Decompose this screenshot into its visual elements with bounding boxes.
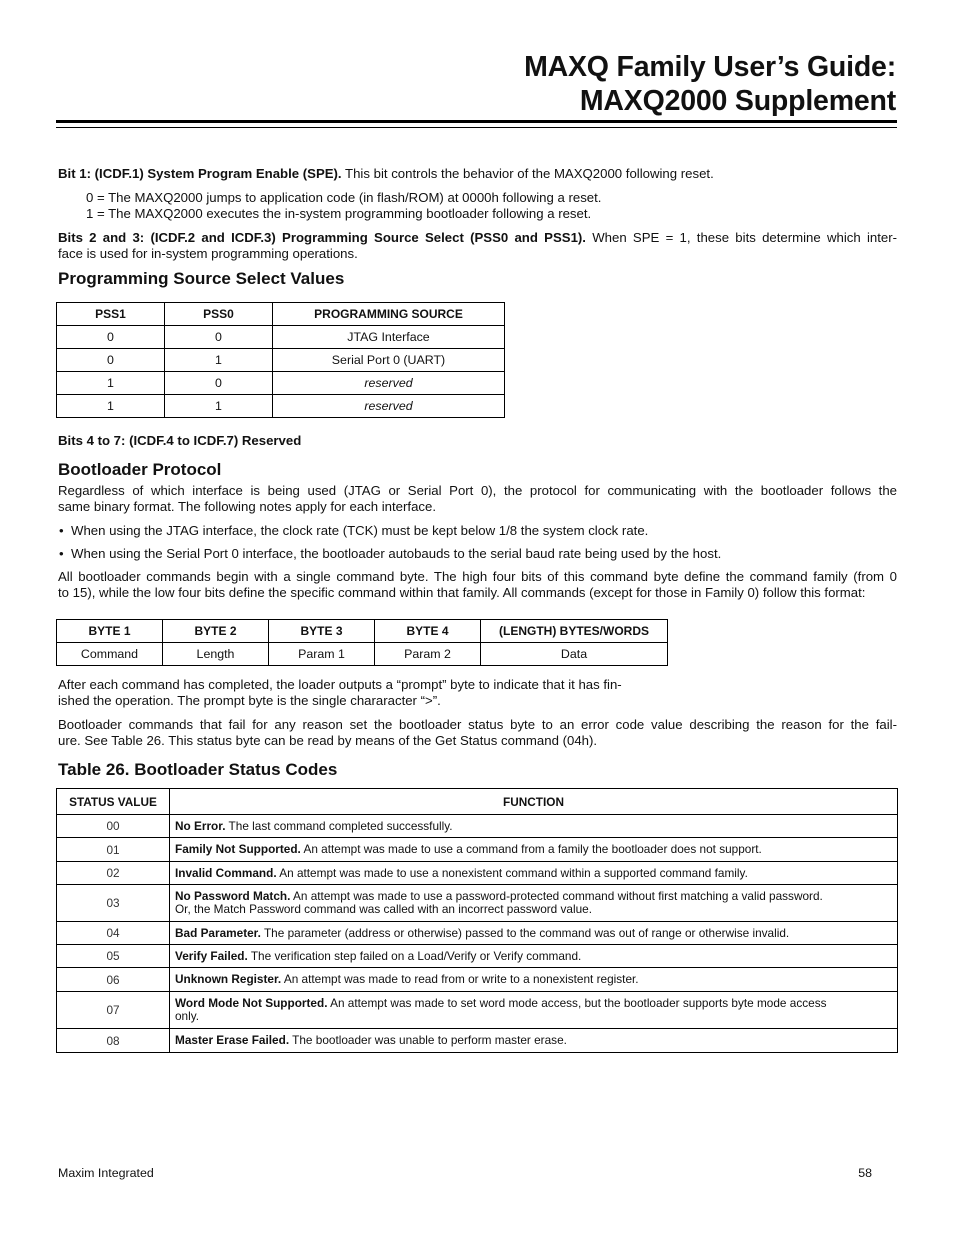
status-description-continued: only. [175, 1009, 200, 1023]
pss-text-line1: When SPE = 1, these bits determine which inter- [585, 230, 897, 245]
table-header-row [57, 303, 505, 326]
bullet-marker: • [59, 523, 64, 538]
spe-option-0: 0 = The MAXQ2000 jumps to application code (in flash/ROM) at 0000h following a reset. [86, 190, 602, 205]
bullet-jtag: When using the JTAG interface, the clock rate (TCK) must be kept below 1/8 the system clock rate. [71, 523, 649, 538]
status-name: No Password Match. [175, 889, 291, 903]
status-description: The bootloader was unable to perform master erase. [289, 1033, 567, 1047]
document-title-line1: MAXQ Family User’s Guide: [524, 51, 896, 83]
cell-pss1: 1 [57, 395, 165, 418]
reserved-bits-text: Bits 4 to 7: (ICDF.4 to ICDF.7) Reserved [58, 433, 302, 448]
header-rule-thick [56, 120, 897, 123]
status-description: An attempt was made to read from or write to a nonexistent register. [281, 972, 639, 986]
table-row [57, 349, 505, 372]
column-header-function: FUNCTION [170, 789, 898, 815]
status-function [170, 945, 898, 968]
status-name: Family Not Supported. [175, 842, 301, 856]
pss-values-table [56, 302, 505, 418]
table-row [57, 326, 505, 349]
cell-source: JTAG Interface [273, 326, 505, 349]
status-description: An attempt was made to use a command from a family the bootloader does not support. [300, 842, 762, 856]
status-value: 05 [57, 945, 170, 968]
status-value: 06 [57, 968, 170, 992]
prompt-paragraph-line2: ished the operation. The prompt byte is the single chararacter “>”. [58, 693, 441, 708]
fail-paragraph-line2: ure. See Table 26. This status byte can be read by means of the Get Status command (04h). [58, 733, 598, 748]
status-value: 08 [57, 1029, 170, 1053]
cell-source: Serial Port 0 (UART) [273, 349, 505, 372]
column-header-data-bytes: (LENGTH) BYTES/WORDS [481, 620, 668, 643]
table-row [57, 862, 898, 885]
status-value: 00 [57, 815, 170, 838]
pss-values-heading: Programming Source Select Values [58, 269, 345, 288]
table-row [57, 372, 505, 395]
status-description: The last command completed successfully. [225, 818, 453, 833]
table-header-row [57, 789, 898, 815]
spe-label: Bit 1: (ICDF.1) System Program Enable (SPE). [58, 166, 342, 181]
table-row [57, 968, 898, 992]
command-format-table [56, 619, 668, 666]
status-description: An attempt was made to set word mode access, but the bootloader supports byte mode access [327, 996, 827, 1010]
cell-source: reserved [273, 372, 505, 395]
cell-pss0: 0 [165, 372, 273, 395]
cell-pss0: 1 [165, 349, 273, 372]
cell-pss0: 1 [165, 395, 273, 418]
status-description: The parameter (address or otherwise) passed to the command was out of range or otherwise invalid. [260, 925, 790, 940]
table-header-row [57, 620, 668, 643]
cell-pss1: 1 [57, 372, 165, 395]
bootloader-protocol-heading: Bootloader Protocol [58, 460, 222, 479]
cell-param2: Param 2 [375, 643, 481, 666]
status-function [170, 885, 898, 922]
table-row [57, 885, 898, 922]
status-function [170, 1029, 898, 1053]
status-function [170, 838, 898, 862]
bootloader-intro-line2: same binary format. The following notes apply for each interface. [58, 499, 436, 514]
column-header-pss0: PSS0 [165, 303, 273, 326]
cell-pss0: 0 [165, 326, 273, 349]
pss-paragraph-line1 [58, 230, 897, 247]
table-row [57, 838, 898, 862]
cell-param1: Param 1 [269, 643, 375, 666]
status-value: 07 [57, 992, 170, 1029]
status-name: Bad Parameter. [175, 925, 261, 940]
column-header-byte2: BYTE 2 [163, 620, 269, 643]
column-header-status-value: STATUS VALUE [57, 789, 170, 815]
status-function [170, 862, 898, 885]
status-value: 02 [57, 862, 170, 885]
status-codes-table [56, 788, 898, 1053]
status-function [170, 922, 898, 945]
spe-paragraph [58, 166, 714, 183]
table-row [57, 1029, 898, 1053]
status-name: Word Mode Not Supported. [175, 996, 328, 1010]
cell-length: Length [163, 643, 269, 666]
column-header-programming-source: PROGRAMMING SOURCE [273, 303, 505, 326]
status-value: 01 [57, 838, 170, 862]
status-function [170, 968, 898, 992]
cell-source: reserved [273, 395, 505, 418]
status-name: Master Erase Failed. [175, 1033, 290, 1047]
column-header-pss1: PSS1 [57, 303, 165, 326]
status-codes-table-heading: Table 26. Bootloader Status Codes [58, 760, 338, 779]
status-description-continued: Or, the Match Password command was called with an incorrect password value. [175, 902, 593, 916]
table-row [57, 992, 898, 1029]
cell-data: Data [481, 643, 668, 666]
reserved-bits-label [58, 433, 301, 450]
table-row [57, 643, 668, 666]
status-name: Verify Failed. [175, 948, 248, 963]
status-name: Invalid Command. [175, 865, 277, 880]
status-function [170, 815, 898, 838]
status-value: 03 [57, 885, 170, 922]
column-header-byte1: BYTE 1 [57, 620, 163, 643]
spe-option-1: 1 = The MAXQ2000 executes the in-system programming bootloader following a reset. [86, 206, 592, 221]
table-row [57, 395, 505, 418]
status-description: The verification step failed on a Load/Verify or Verify command. [247, 948, 582, 963]
spe-text: This bit controls the behavior of the MAXQ2000 following reset. [341, 166, 714, 181]
status-value: 04 [57, 922, 170, 945]
bullet-marker: • [59, 546, 64, 561]
commands-paragraph-line2: to 15), while the low four bits define the specific command within that family. All commands (except for those in Family 0) follow this format: [58, 585, 866, 600]
table-row [57, 922, 898, 945]
status-description: An attempt was made to use a nonexistent command within a supported command family. [276, 865, 748, 880]
status-name: No Error. [175, 818, 226, 833]
pss-paragraph-line2: face is used for in-system programming operations. [58, 246, 358, 261]
pss-label: Bits 2 and 3: (ICDF.2 and ICDF.3) Programming Source Select (PSS0 and PSS1). [58, 230, 586, 245]
cell-pss1: 0 [57, 349, 165, 372]
status-name: Unknown Register. [175, 972, 282, 986]
table-row [57, 945, 898, 968]
column-header-byte3: BYTE 3 [269, 620, 375, 643]
cell-pss1: 0 [57, 326, 165, 349]
document-title-line2: MAXQ2000 Supplement [579, 85, 896, 117]
footer-page-number: 58 [858, 1166, 872, 1180]
bootloader-intro-line1: Regardless of which interface is being used (JTAG or Serial Port 0), the protocol for communicating with the bootloader follows the [58, 483, 897, 498]
footer-company: Maxim Integrated [58, 1166, 154, 1180]
commands-paragraph-line1: All bootloader commands begin with a single command byte. The high four bits of this command byte define the command family (from 0 [58, 569, 897, 584]
status-function [170, 992, 898, 1029]
bullet-serial-port: When using the Serial Port 0 interface, the bootloader autobauds to the serial baud rate being used by the host. [71, 546, 722, 561]
column-header-byte4: BYTE 4 [375, 620, 481, 643]
status-description: An attempt was made to use a password-protected command without first matching a valid password. [290, 889, 823, 903]
header-rule-thin [56, 127, 897, 128]
cell-command: Command [57, 643, 163, 666]
fail-paragraph-line1: Bootloader commands that fail for any reason set the bootloader status byte to an error code value describing the reason for the fail- [58, 717, 897, 732]
prompt-paragraph-line1: After each command has completed, the loader outputs a “prompt” byte to indicate that it has fin- [58, 677, 622, 692]
table-row [57, 815, 898, 838]
